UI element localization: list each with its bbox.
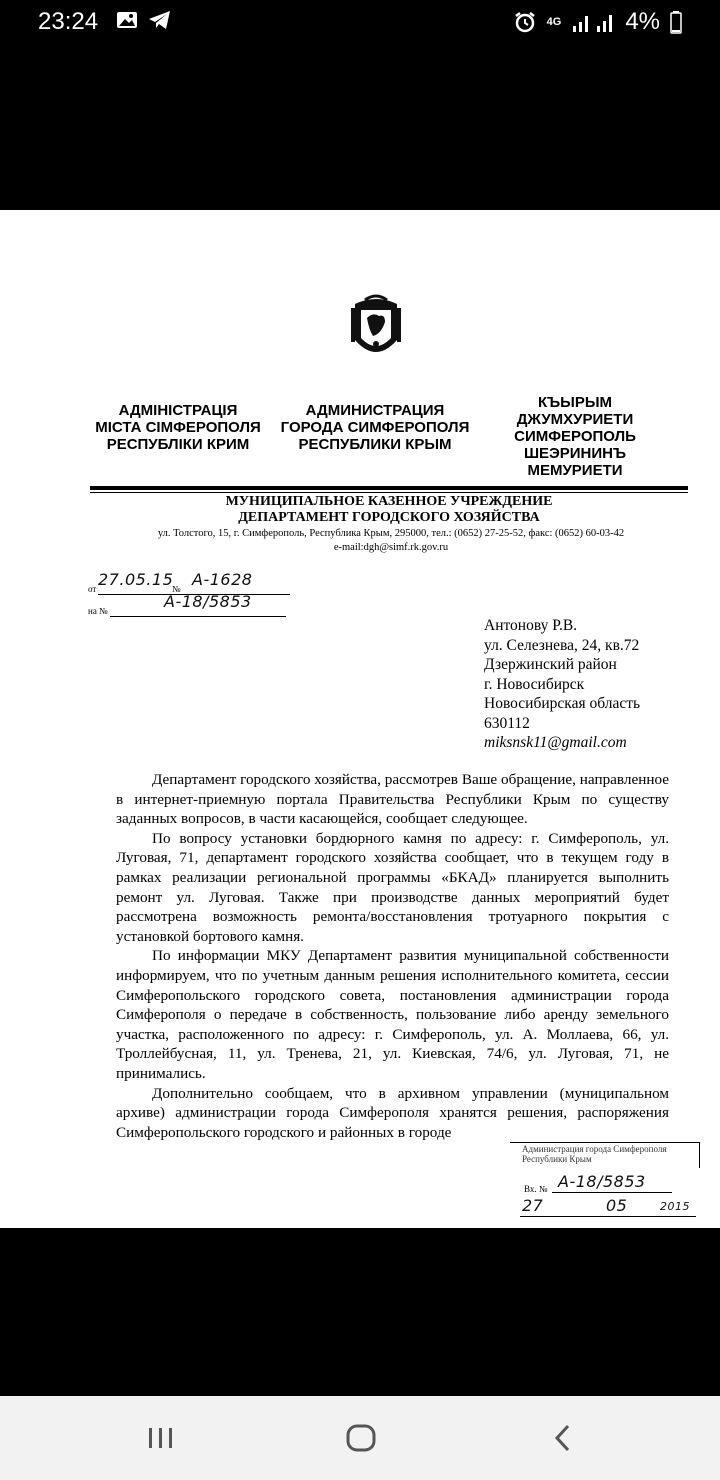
- letter-body: [116, 770, 669, 1142]
- ref-label: на №: [88, 606, 108, 616]
- back-icon: [551, 1423, 575, 1453]
- letter-paragraph: Дополнительно сообщаем, что в архивном управлении (муниципальном архиве) администрации города Симферополя хранятся решения, распоряжения Симферопольского городского и районных в городе: [116, 1084, 669, 1141]
- network-type: 4G: [546, 16, 562, 28]
- admin-crh-line: СИМФЕРОПОЛЬ: [514, 428, 636, 445]
- telegram-icon: [148, 10, 172, 30]
- recipient-line: 630112: [484, 714, 530, 732]
- image-icon: [116, 10, 138, 30]
- header-divider-thin: [90, 492, 688, 493]
- recipient-line: Антонову Р.В.: [484, 617, 578, 634]
- admin-ua-line: АДМІНІСТРАЦІЯ: [118, 402, 238, 419]
- letter-paragraph: По информации МКУ Департамент развития муниципальной собственности информируем, что по учетным данным решения исполнительного комитета, сессии Симферопольского городского совета, постановления администрации города Симферополя о передаче в собственность, пользование либо аренду земельного участка, расположенного по адресу: г. Симферополь, ул. А. Моллаева, 66, ул. Троллейбусная, 11, ул. Тренева, 21, ул. Киевская, 74/6, ул. Луговая, 71, не принимались.: [116, 947, 669, 1082]
- home-button[interactable]: [341, 1420, 381, 1456]
- recent-apps-button[interactable]: [141, 1420, 181, 1456]
- admin-crh-line: ШЕЭРИНИНЪ: [523, 445, 627, 462]
- admin-crh-line: КЪЫРЫМ: [537, 394, 613, 411]
- recent-apps-icon: [146, 1425, 176, 1451]
- ref-number: А-18/5853: [164, 592, 252, 611]
- admin-ru-line: АДМИНИСТРАЦИЯ: [305, 402, 445, 419]
- home-icon: [345, 1423, 377, 1453]
- stamp-in-number: А-18/5853: [558, 1172, 646, 1191]
- status-time: 23:24: [38, 8, 99, 35]
- document-image: [0, 210, 720, 1228]
- admin-crh-line: ДЖУМХУРИЕТИ: [516, 411, 634, 428]
- admin-ru-line: РЕСПУБЛИКИ КРЫМ: [298, 436, 452, 453]
- outgoing-reference: [88, 570, 308, 620]
- back-button[interactable]: [543, 1420, 583, 1456]
- org-name-line1: МУНИЦИПАЛЬНОЕ КАЗЕННОЕ УЧРЕЖДЕНИЕ: [225, 494, 553, 509]
- from-label: от: [88, 584, 97, 594]
- recipient-line: г. Новосибирск: [484, 675, 585, 693]
- status-right: [513, 8, 682, 36]
- admin-header-crimean-tatar: [500, 394, 650, 479]
- battery-icon: [670, 10, 682, 34]
- recipient-email: miksnsk11@gmail.com: [484, 734, 627, 751]
- stamp-title: [522, 1144, 666, 1164]
- incoming-stamp: [510, 1142, 710, 1222]
- recipient-line: Новосибирская область: [484, 695, 641, 712]
- stamp-title-line: Республики Крым: [522, 1154, 592, 1164]
- letter-paragraph: Департамент городского хозяйства, рассмотрев Ваше обращение, направленное в интернет-приемную портала Правительства Республики Крым по существу заданных вопросов, в части касающейся, сообщает следующее.: [116, 771, 669, 828]
- signal-icon: [571, 10, 615, 34]
- admin-ru-line: ГОРОДА СИМФЕРОПОЛЯ: [280, 419, 470, 436]
- number-label: №: [172, 584, 181, 594]
- admin-ua-line: МІСТА СІМФЕРОПОЛЯ: [95, 419, 261, 436]
- stamp-in-label: Вх. №: [524, 1184, 548, 1194]
- battery-percent: 4%: [625, 8, 660, 35]
- status-bar: [0, 0, 720, 48]
- stamp-date-underline: [520, 1216, 696, 1217]
- notification-icons: [116, 10, 172, 30]
- recipient-line: Дзержинский район: [484, 656, 617, 673]
- stamp-date-year: 2015: [660, 1200, 690, 1213]
- stamp-title-line: Администрация города Симферополя: [522, 1144, 667, 1154]
- admin-header-russian: [270, 402, 480, 453]
- admin-ua-line: РЕСПУБЛІКИ КРИМ: [106, 436, 250, 453]
- stamp-date-month: 05: [606, 1196, 628, 1215]
- recipient-line: ул. Селезнева, 24, кв.72: [484, 636, 640, 654]
- system-nav-bar: [0, 1396, 720, 1480]
- recipient-block: [484, 616, 704, 753]
- org-address: ул. Толстого, 15, г. Симферополь, Республика Крым, 295000, тел.: (0652) 27-25-52, факс: (0652) 60-03-42: [157, 528, 625, 539]
- ref-underline: [110, 616, 286, 617]
- crimea-emblem-icon: [347, 294, 405, 364]
- stamp-number-underline: [552, 1192, 672, 1193]
- outgoing-number: А-1628: [192, 570, 253, 589]
- admin-header-ukrainian: [78, 402, 278, 453]
- admin-crh-line: МЕМУРИЕТИ: [527, 462, 623, 479]
- org-name-line2: ДЕПАРТАМЕНТ ГОРОДСКОГО ХОЗЯЙСТВА: [238, 510, 540, 525]
- header-divider-thick: [90, 486, 688, 490]
- stamp-date-day: 27: [522, 1196, 544, 1215]
- alarm-icon: [513, 10, 537, 34]
- outgoing-date: 27.05.15: [98, 570, 174, 589]
- letter-paragraph: По вопросу установки бордюрного камня по адресу: г. Симферополь, ул. Луговая, 71, департамент городского хозяйства сообщает, что в текущем году в рамках реализации региональной программы «БКАД» планируется выполнить ремонт ул. Луговая. Также при производстве данных мероприятий будет рассмотрена возможность ремонта/восстановления тротуарного покрытия с установкой бортового камня.: [116, 829, 669, 945]
- org-email: e-mail:dgh@simf.rk.gov.ru: [333, 542, 449, 553]
